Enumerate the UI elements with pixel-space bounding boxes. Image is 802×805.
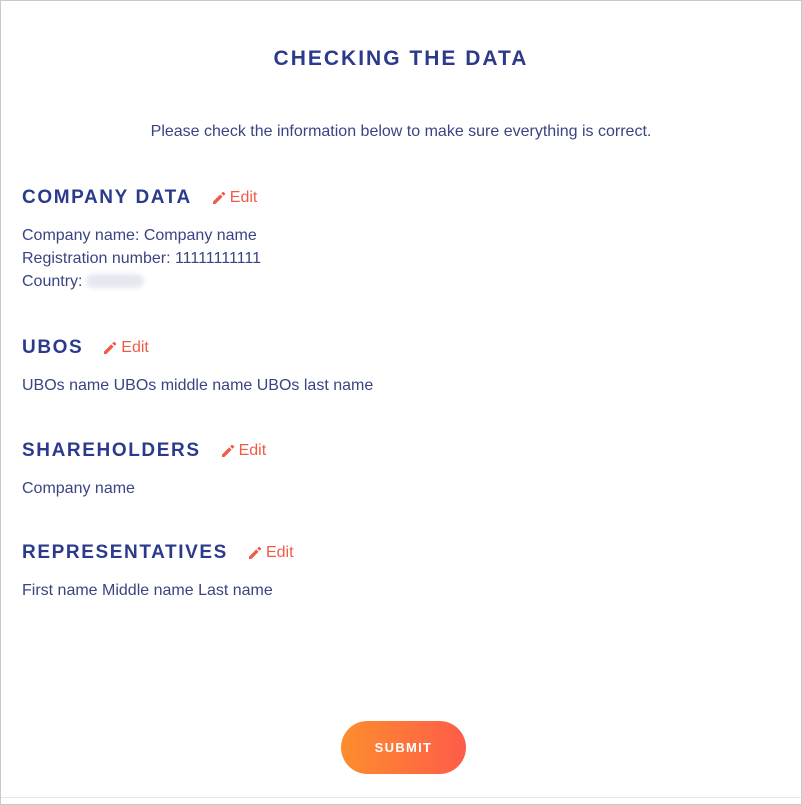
company-name-line: Company name: Company name (22, 227, 257, 244)
representatives-list (22, 579, 781, 602)
shareholders-title: SHAREHOLDERS (22, 440, 201, 461)
company-data-header (22, 185, 781, 211)
company-data-edit-link[interactable] (211, 189, 258, 207)
representatives-edit-label: Edit (265, 544, 294, 561)
ubos-edit-label: Edit (121, 339, 149, 356)
representatives-header (22, 540, 781, 566)
company-data-details (22, 224, 781, 293)
company-data-section (22, 185, 781, 293)
ubos-list (22, 374, 781, 397)
shareholders-header (22, 438, 781, 464)
intro-text: Please check the information below to make sure everything is correct. (150, 123, 652, 140)
ubo-entry: UBOs name UBOs middle name UBOs last name (22, 377, 374, 394)
shareholder-entry: Company name (22, 480, 135, 497)
shareholders-edit-label: Edit (238, 442, 267, 459)
country-line (22, 270, 781, 293)
registration-number-line: Registration number: 11111111111 (22, 250, 261, 267)
submit-button[interactable]: SUBMIT (341, 721, 466, 774)
redacted-country-value (86, 274, 144, 288)
bottom-divider (1, 797, 801, 798)
ubos-title: UBOS (22, 337, 84, 358)
representatives-section (22, 540, 781, 602)
shareholders-section (22, 438, 781, 500)
representatives-edit-link[interactable] (247, 544, 294, 562)
ubos-header (22, 335, 781, 361)
representative-entry: First name Middle name Last name (22, 582, 273, 599)
representatives-title: REPRESENTATIVES (22, 542, 228, 563)
ubos-section (22, 335, 781, 397)
page-title: CHECKING THE DATA (273, 47, 529, 70)
shareholders-edit-link[interactable] (220, 442, 267, 460)
pencil-icon (102, 340, 118, 356)
pencil-icon (211, 190, 227, 206)
ubos-edit-link[interactable] (102, 339, 149, 357)
shareholders-list (22, 477, 781, 500)
company-data-edit-label: Edit (229, 189, 258, 206)
country-label: Country: (22, 273, 83, 290)
pencil-icon (247, 545, 263, 561)
pencil-icon (220, 443, 236, 459)
company-data-title: COMPANY DATA (22, 187, 192, 208)
